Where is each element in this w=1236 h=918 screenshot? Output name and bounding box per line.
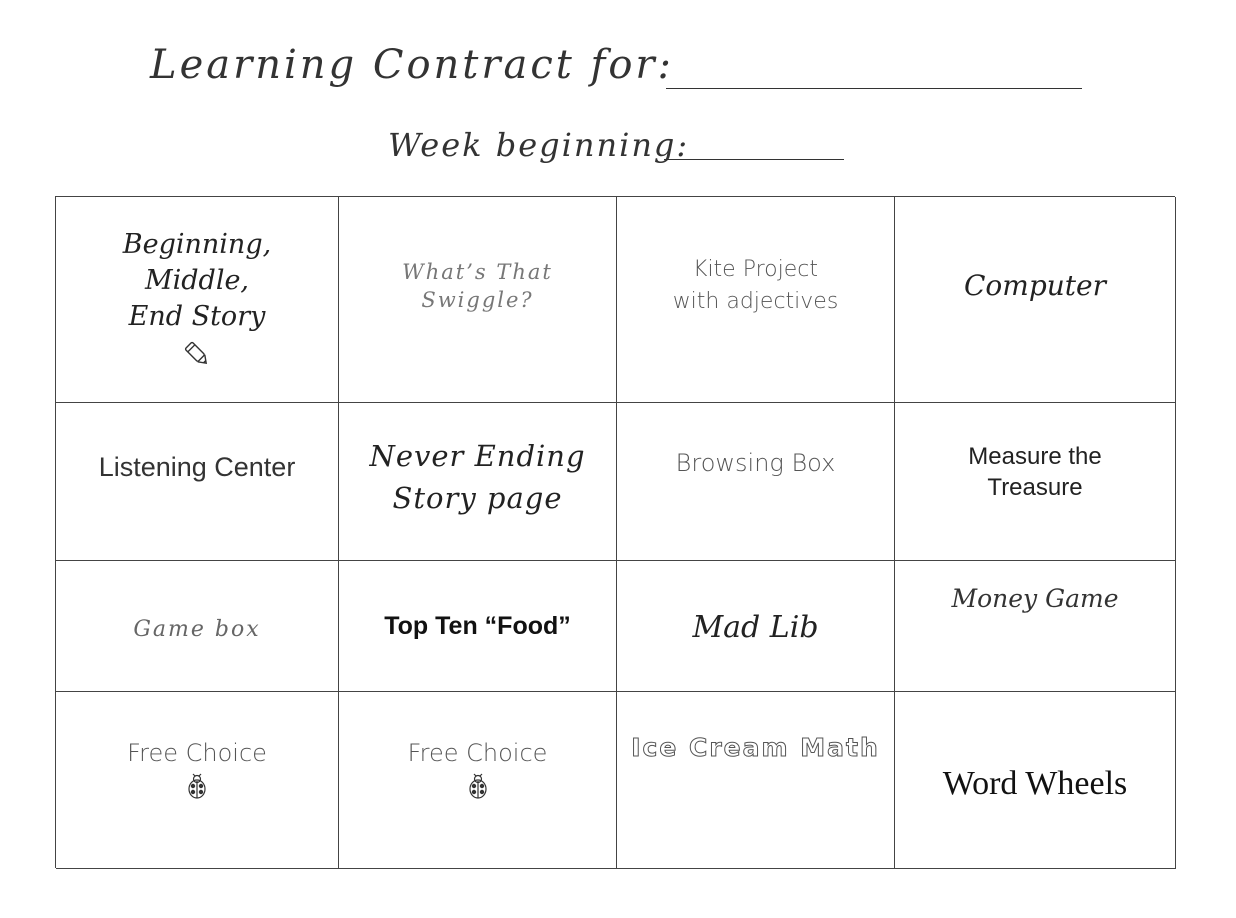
activity-label: Money Game [951,584,1119,613]
activity-cell [56,403,339,561]
activity-cell [56,197,339,403]
activity-cell [339,561,617,692]
activity-cell [339,403,617,561]
activity-label: Mad Lib [692,610,819,645]
activity-cell [56,561,339,692]
week-row [388,126,858,174]
activity-cell [339,197,617,403]
activity-cell [895,403,1176,561]
pencil-icon [182,339,212,373]
activity-grid [55,196,1175,868]
activity-label: Kite Project with adjectives [672,256,839,314]
activity-label: Game box [133,617,261,642]
activity-cell [339,692,617,869]
activity-cell [56,692,339,869]
activity-label: Word Wheels [942,765,1128,802]
ladybug-icon [183,773,211,805]
page-title: Learning Contract for: [150,42,675,88]
activity-label: What’s That Swiggle? [402,259,553,312]
activity-label: Never Ending Story page [369,438,586,515]
activity-cell [617,197,895,403]
activity-cell [617,403,895,561]
activity-cell [895,197,1176,403]
activity-label: Browsing Box [675,449,836,477]
activity-label: Listening Center [98,451,296,482]
activity-label: Computer [964,268,1106,302]
activity-cell [895,692,1176,869]
ladybug-icon [464,773,492,805]
activity-label: Measure the Treasure [968,442,1102,501]
activity-cell [617,692,895,869]
activity-label: Free Choice [127,739,267,767]
name-blank-line[interactable] [666,88,1082,89]
activity-cell [617,561,895,692]
activity-cell [895,561,1176,692]
contract-title-row [150,42,1090,102]
week-blank-line[interactable] [664,159,844,160]
activity-label: Top Ten “Food” [384,612,571,640]
week-label: Week beginning: [388,126,690,164]
activity-label: Ice Cream Math [631,733,880,762]
activity-label: Beginning, Middle, End Story [122,228,272,332]
activity-label: Free Choice [407,739,548,767]
